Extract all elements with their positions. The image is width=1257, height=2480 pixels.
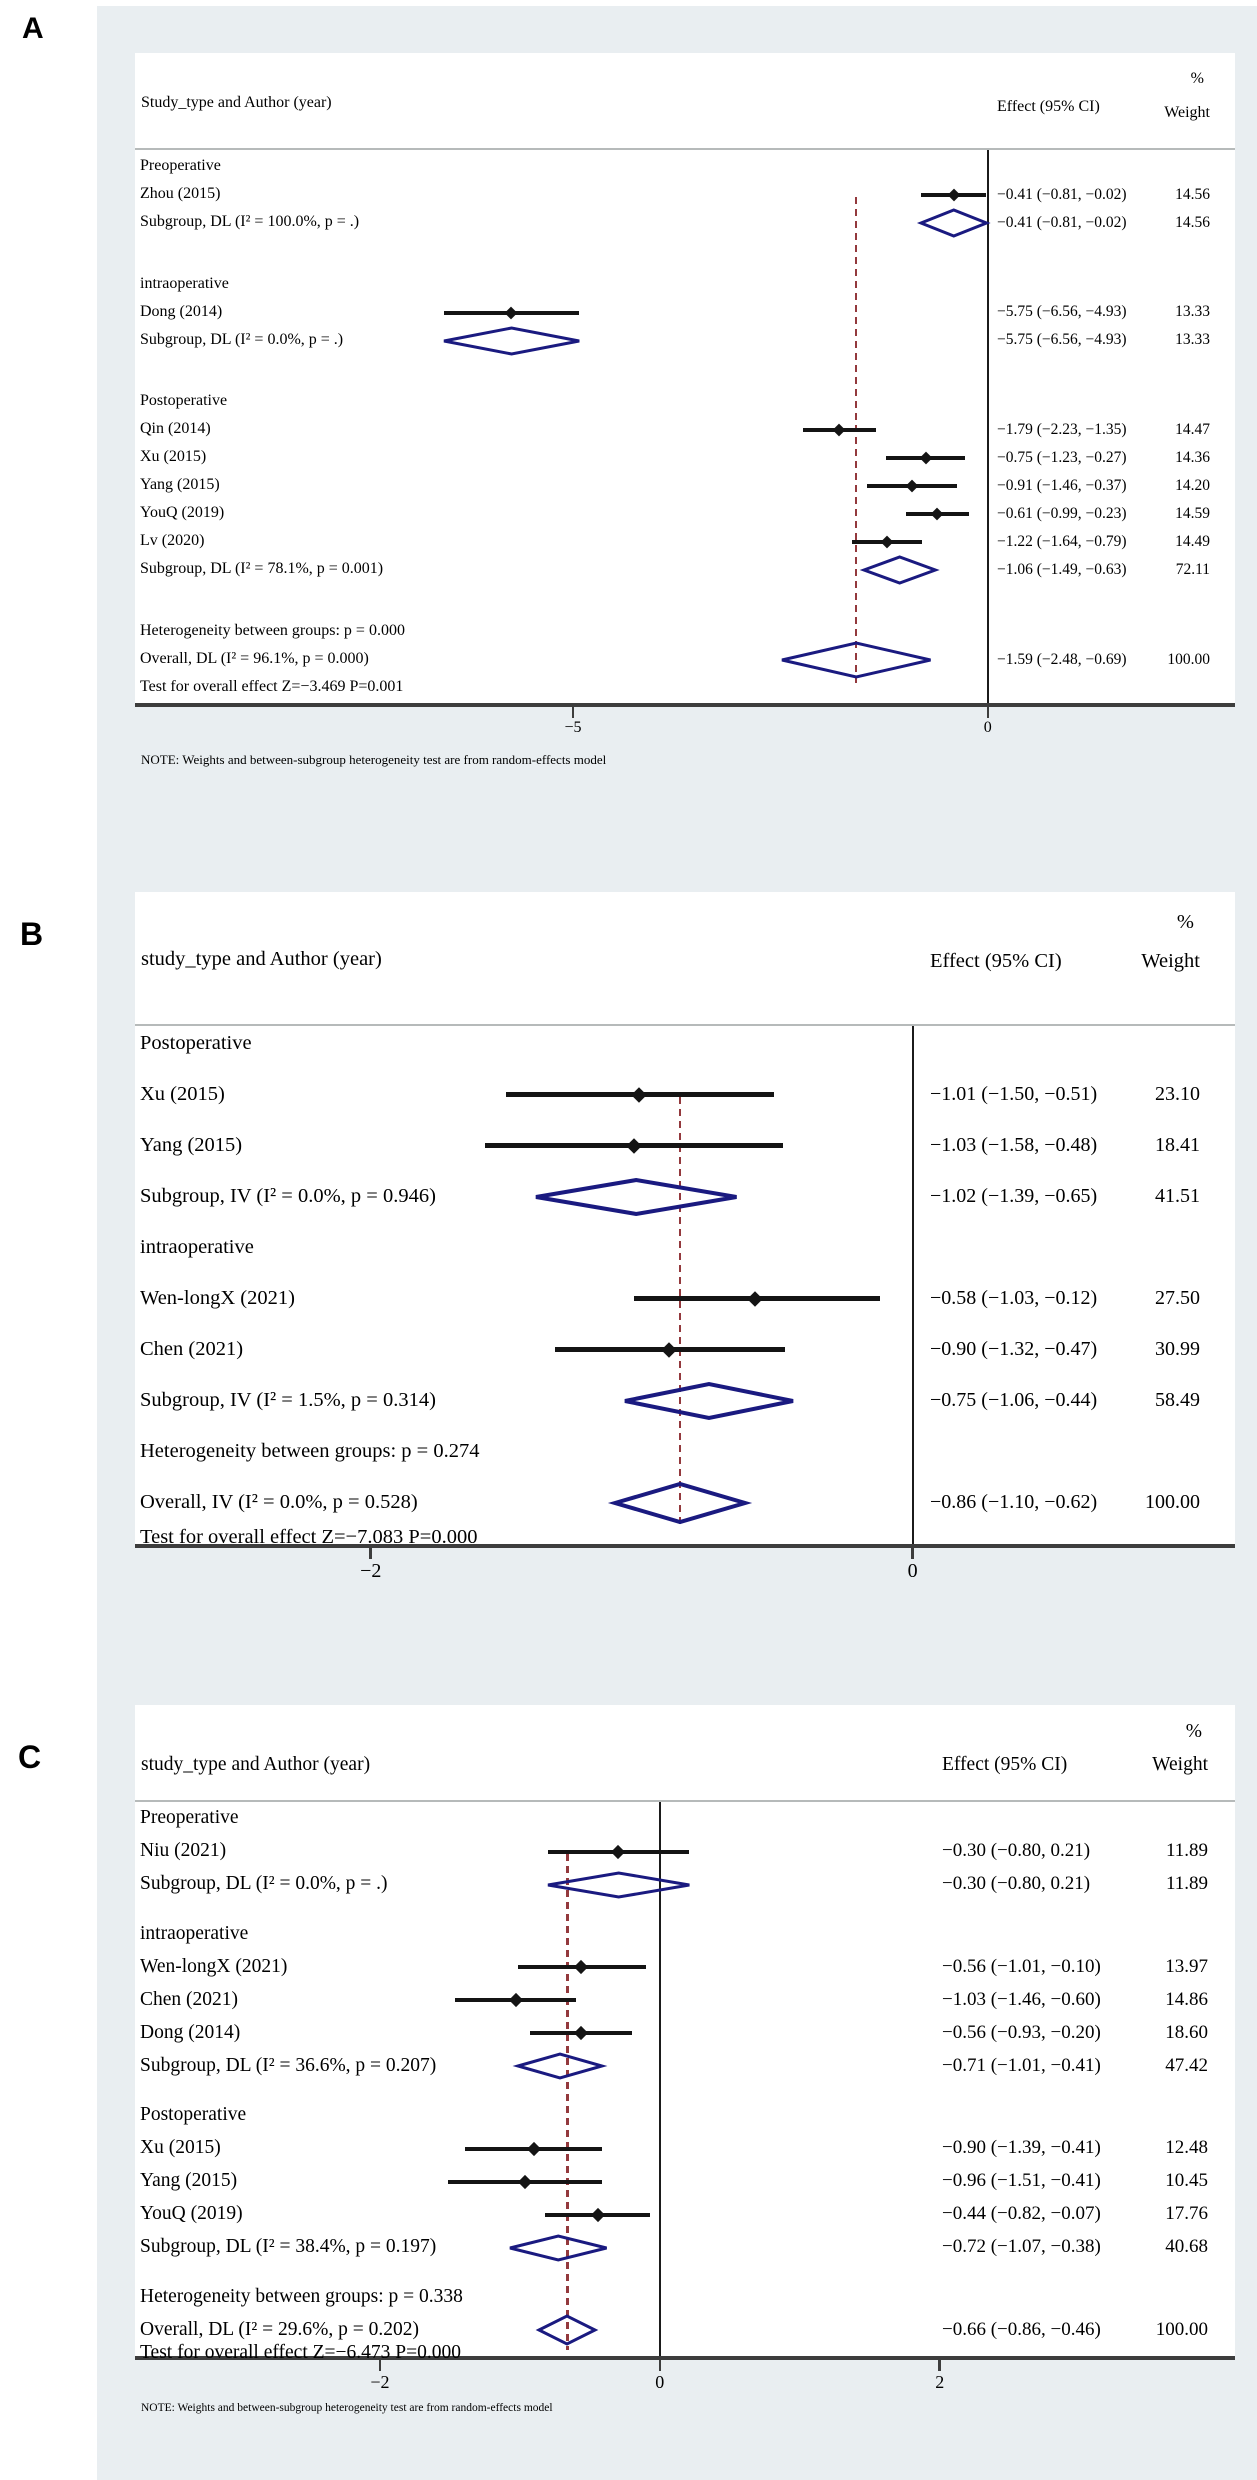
weight-value: 30.99: [1155, 1337, 1200, 1360]
axis-tick-label: 0: [907, 1560, 918, 1582]
weight-value: 14.56: [1175, 185, 1210, 203]
summary-diamond: [780, 641, 932, 679]
weight-value: 18.41: [1155, 1133, 1200, 1156]
effect-value: −5.75 (−6.56, −4.93): [997, 303, 1127, 321]
weight-value: 41.51: [1155, 1184, 1200, 1207]
group-header-label: Preoperative: [140, 157, 221, 175]
weight-value: 40.68: [1165, 2236, 1208, 2258]
column-header-study: Study_type and Author (year): [141, 93, 332, 111]
group-header-label: intraoperative: [140, 1235, 254, 1258]
stat-text: Heterogeneity between groups: p = 0.274: [140, 1439, 480, 1462]
column-header-weight: Weight: [1152, 1753, 1208, 1775]
effect-value: −0.75 (−1.23, −0.27): [997, 448, 1127, 466]
weight-value: 14.59: [1175, 504, 1210, 522]
forest-plot-panel-a: [135, 53, 1235, 736]
axis-tick-label: 0: [655, 2372, 665, 2392]
effect-value: −0.44 (−0.82, −0.07): [942, 2203, 1101, 2225]
row-label: Xu (2015): [140, 2137, 221, 2159]
weight-value: 72.11: [1175, 560, 1210, 578]
overall-effect-dashed-line: [679, 1097, 682, 1528]
axis-tick-label: 2: [935, 2372, 945, 2392]
weight-value: 58.49: [1155, 1388, 1200, 1411]
note-panel-c: NOTE: Weights and between-subgroup heterogeneity test are from random-effects model: [141, 2402, 553, 2414]
panel-label-c: C: [18, 1739, 42, 1775]
column-header-percent: %: [1190, 69, 1204, 87]
row-label: Yang (2015): [140, 476, 220, 494]
weight-value: 13.97: [1165, 1955, 1208, 1977]
weight-value: 14.20: [1175, 476, 1210, 494]
weight-value: 17.76: [1165, 2203, 1208, 2225]
point-marker: [931, 508, 944, 521]
row-label: Subgroup, DL (I² = 100.0%, p = .): [140, 213, 360, 231]
effect-value: −0.61 (−0.99, −0.23): [997, 504, 1127, 522]
summary-diamond: [919, 208, 989, 238]
effect-value: −1.79 (−2.23, −1.35): [997, 420, 1127, 438]
weight-value: 14.49: [1175, 532, 1210, 550]
effect-value: −0.30 (−0.80, 0.21): [942, 1873, 1091, 1895]
weight-value: 10.45: [1165, 2170, 1208, 2192]
effect-value: −0.96 (−1.51, −0.41): [942, 2170, 1101, 2192]
point-marker: [880, 536, 893, 549]
point-marker: [947, 189, 960, 202]
effect-value: −0.30 (−0.80, 0.21): [942, 1840, 1091, 1862]
summary-diamond: [534, 1178, 738, 1216]
axis-tick: [987, 707, 990, 718]
point-marker: [591, 2207, 605, 2221]
weight-value: 14.86: [1165, 1988, 1208, 2010]
row-label: Subgroup, DL (I² = 38.4%, p = 0.197): [140, 2236, 437, 2258]
row-label: Chen (2021): [140, 1988, 239, 2010]
column-header-effect: Effect (95% CI): [942, 1753, 1068, 1775]
effect-value: −0.72 (−1.07, −0.38): [942, 2236, 1101, 2258]
axis-tick-label: −5: [564, 719, 582, 736]
row-label: Lv (2020): [140, 532, 205, 550]
column-header-percent: %: [1176, 911, 1194, 934]
forest-plot-panel-b: [135, 892, 1235, 1582]
row-label: Subgroup, DL (I² = 78.1%, p = 0.001): [140, 560, 384, 578]
axis-tick-label: −2: [360, 1560, 382, 1582]
row-label: YouQ (2019): [140, 504, 225, 522]
column-header-weight: Weight: [1164, 103, 1210, 121]
zero-reference-line: [912, 1026, 914, 1544]
weight-value: 100.00: [1145, 1490, 1200, 1513]
weight-value: 11.89: [1165, 1873, 1208, 1895]
summary-diamond: [613, 1482, 747, 1524]
group-header-label: intraoperative: [140, 1922, 249, 1944]
note-panel-a: NOTE: Weights and between-subgroup heterogeneity test are from random-effects model: [141, 752, 607, 767]
weight-value: 13.33: [1175, 303, 1210, 321]
row-label: Wen-longX (2021): [140, 1286, 295, 1309]
row-label: Dong (2014): [140, 302, 223, 320]
summary-diamond: [516, 2052, 604, 2080]
row-label: Yang (2015): [140, 1133, 243, 1156]
row-label: YouQ (2019): [140, 2203, 243, 2225]
point-marker: [574, 1960, 588, 1974]
effect-value: −1.22 (−1.64, −0.79): [997, 532, 1127, 550]
effect-value: −1.03 (−1.46, −0.60): [942, 1988, 1101, 2010]
weight-value: 27.50: [1155, 1286, 1200, 1309]
point-marker: [574, 2026, 588, 2040]
summary-diamond: [546, 1871, 691, 1899]
effect-value: −0.41 (−0.81, −0.02): [997, 213, 1127, 231]
summary-diamond: [623, 1382, 795, 1420]
row-label: Chen (2021): [140, 1337, 244, 1360]
effect-value: −1.02 (−1.39, −0.65): [930, 1184, 1098, 1207]
axis-tick-label: −2: [370, 2372, 390, 2392]
point-marker: [626, 1138, 642, 1154]
point-marker: [518, 2174, 532, 2188]
weight-value: 47.42: [1165, 2054, 1208, 2076]
effect-value: −1.59 (−2.48, −0.69): [997, 650, 1127, 668]
row-label: Niu (2021): [140, 1840, 227, 1862]
column-header-weight: Weight: [1141, 950, 1200, 973]
effect-value: −0.56 (−0.93, −0.20): [942, 2021, 1101, 2043]
row-label: Zhou (2015): [140, 185, 221, 203]
row-label: Dong (2014): [140, 2021, 241, 2043]
row-label: Subgroup, IV (I² = 0.0%, p = 0.946): [140, 1184, 436, 1207]
stat-text: Test for overall effect Z=−6.473 P=0.000: [140, 2342, 461, 2363]
row-label: Subgroup, DL (I² = 0.0%, p = .): [140, 1873, 388, 1895]
column-header-percent: %: [1185, 1720, 1202, 1742]
point-marker: [504, 306, 517, 319]
group-header-label: intraoperative: [140, 274, 229, 292]
x-axis-line: [135, 703, 1235, 707]
row-label: Qin (2014): [140, 420, 211, 438]
stat-text: Heterogeneity between groups: p = 0.338: [140, 2285, 463, 2307]
stat-text: Test for overall effect Z=−3.469 P=0.001: [140, 677, 404, 695]
group-header-label: Postoperative: [140, 392, 228, 410]
effect-value: −1.06 (−1.49, −0.63): [997, 560, 1127, 578]
effect-value: −0.41 (−0.81, −0.02): [997, 185, 1127, 203]
point-marker: [748, 1291, 764, 1307]
point-marker: [631, 1087, 647, 1103]
row-label: Subgroup, DL (I² = 0.0%, p = .): [140, 330, 344, 348]
column-header-effect: Effect (95% CI): [930, 950, 1062, 973]
forest-rows: [135, 53, 1235, 736]
weight-value: 14.36: [1175, 448, 1210, 466]
weight-value: 12.48: [1165, 2137, 1208, 2159]
axis-tick: [938, 2360, 941, 2371]
group-header-label: Postoperative: [140, 2104, 247, 2126]
summary-diamond: [442, 326, 581, 356]
forest-rows: [135, 1705, 1235, 2392]
row-label: Overall, IV (I² = 0.0%, p = 0.528): [140, 1490, 418, 1513]
weight-value: 23.10: [1155, 1082, 1200, 1105]
summary-diamond: [862, 555, 937, 585]
weight-value: 100.00: [1155, 2318, 1208, 2340]
row-label: Xu (2015): [140, 1082, 225, 1105]
effect-value: −0.90 (−1.32, −0.47): [930, 1337, 1098, 1360]
summary-diamond: [537, 2314, 597, 2346]
effect-value: −0.56 (−1.01, −0.10): [942, 1955, 1101, 1977]
weight-value: 14.47: [1175, 420, 1210, 438]
axis-tick: [659, 2360, 662, 2371]
weight-value: 11.89: [1165, 1840, 1208, 1862]
group-header-label: Preoperative: [140, 1807, 239, 1829]
effect-value: −0.58 (−1.03, −0.12): [930, 1286, 1098, 1309]
row-label: Wen-longX (2021): [140, 1955, 288, 1977]
stat-text: Heterogeneity between groups: p = 0.000: [140, 621, 405, 639]
axis-tick: [911, 1548, 914, 1559]
summary-diamond: [508, 2234, 609, 2262]
effect-value: −0.90 (−1.39, −0.41): [942, 2137, 1101, 2159]
point-marker: [611, 1844, 625, 1858]
effect-value: −0.71 (−1.01, −0.41): [942, 2054, 1101, 2076]
forest-rows: [135, 892, 1235, 1582]
group-header-label: Postoperative: [140, 1031, 252, 1054]
overall-effect-dashed-line: [855, 197, 858, 683]
effect-value: −5.75 (−6.56, −4.93): [997, 331, 1127, 349]
point-marker: [661, 1342, 677, 1358]
weight-value: 14.56: [1175, 213, 1210, 231]
stat-text: Test for overall effect Z=−7.083 P=0.000: [140, 1526, 478, 1549]
row-label: Subgroup, IV (I² = 1.5%, p = 0.314): [140, 1388, 436, 1411]
row-label: Xu (2015): [140, 448, 207, 466]
axis-tick: [572, 707, 575, 718]
point-marker: [906, 480, 919, 493]
point-marker: [919, 452, 932, 465]
forest-plot-panel-c: [135, 1705, 1235, 2392]
row-label: Yang (2015): [140, 2170, 238, 2192]
point-marker: [509, 1993, 523, 2007]
weight-value: 18.60: [1165, 2021, 1208, 2043]
panel-label-a: A: [22, 12, 44, 45]
effect-value: −1.03 (−1.58, −0.48): [930, 1133, 1098, 1156]
column-header-study: study_type and Author (year): [141, 1753, 371, 1775]
effect-value: −0.66 (−0.86, −0.46): [942, 2318, 1101, 2340]
axis-tick-label: 0: [983, 719, 992, 736]
panel-label-b: B: [20, 916, 44, 952]
column-header-effect: Effect (95% CI): [997, 97, 1100, 115]
effect-value: −0.91 (−1.46, −0.37): [997, 476, 1127, 494]
point-marker: [833, 424, 846, 437]
column-header-study: study_type and Author (year): [141, 948, 382, 971]
row-label: Subgroup, DL (I² = 36.6%, p = 0.207): [140, 2054, 437, 2076]
effect-value: −0.86 (−1.10, −0.62): [930, 1490, 1098, 1513]
point-marker: [527, 2141, 541, 2155]
row-label: Overall, DL (I² = 96.1%, p = 0.000): [140, 649, 369, 667]
row-label: Overall, DL (I² = 29.6%, p = 0.202): [140, 2318, 419, 2340]
effect-value: −1.01 (−1.50, −0.51): [930, 1082, 1098, 1105]
weight-value: 100.00: [1167, 650, 1210, 668]
weight-value: 13.33: [1175, 331, 1210, 349]
effect-value: −0.75 (−1.06, −0.44): [930, 1388, 1098, 1411]
overall-effect-dashed-line: [566, 1854, 569, 2351]
